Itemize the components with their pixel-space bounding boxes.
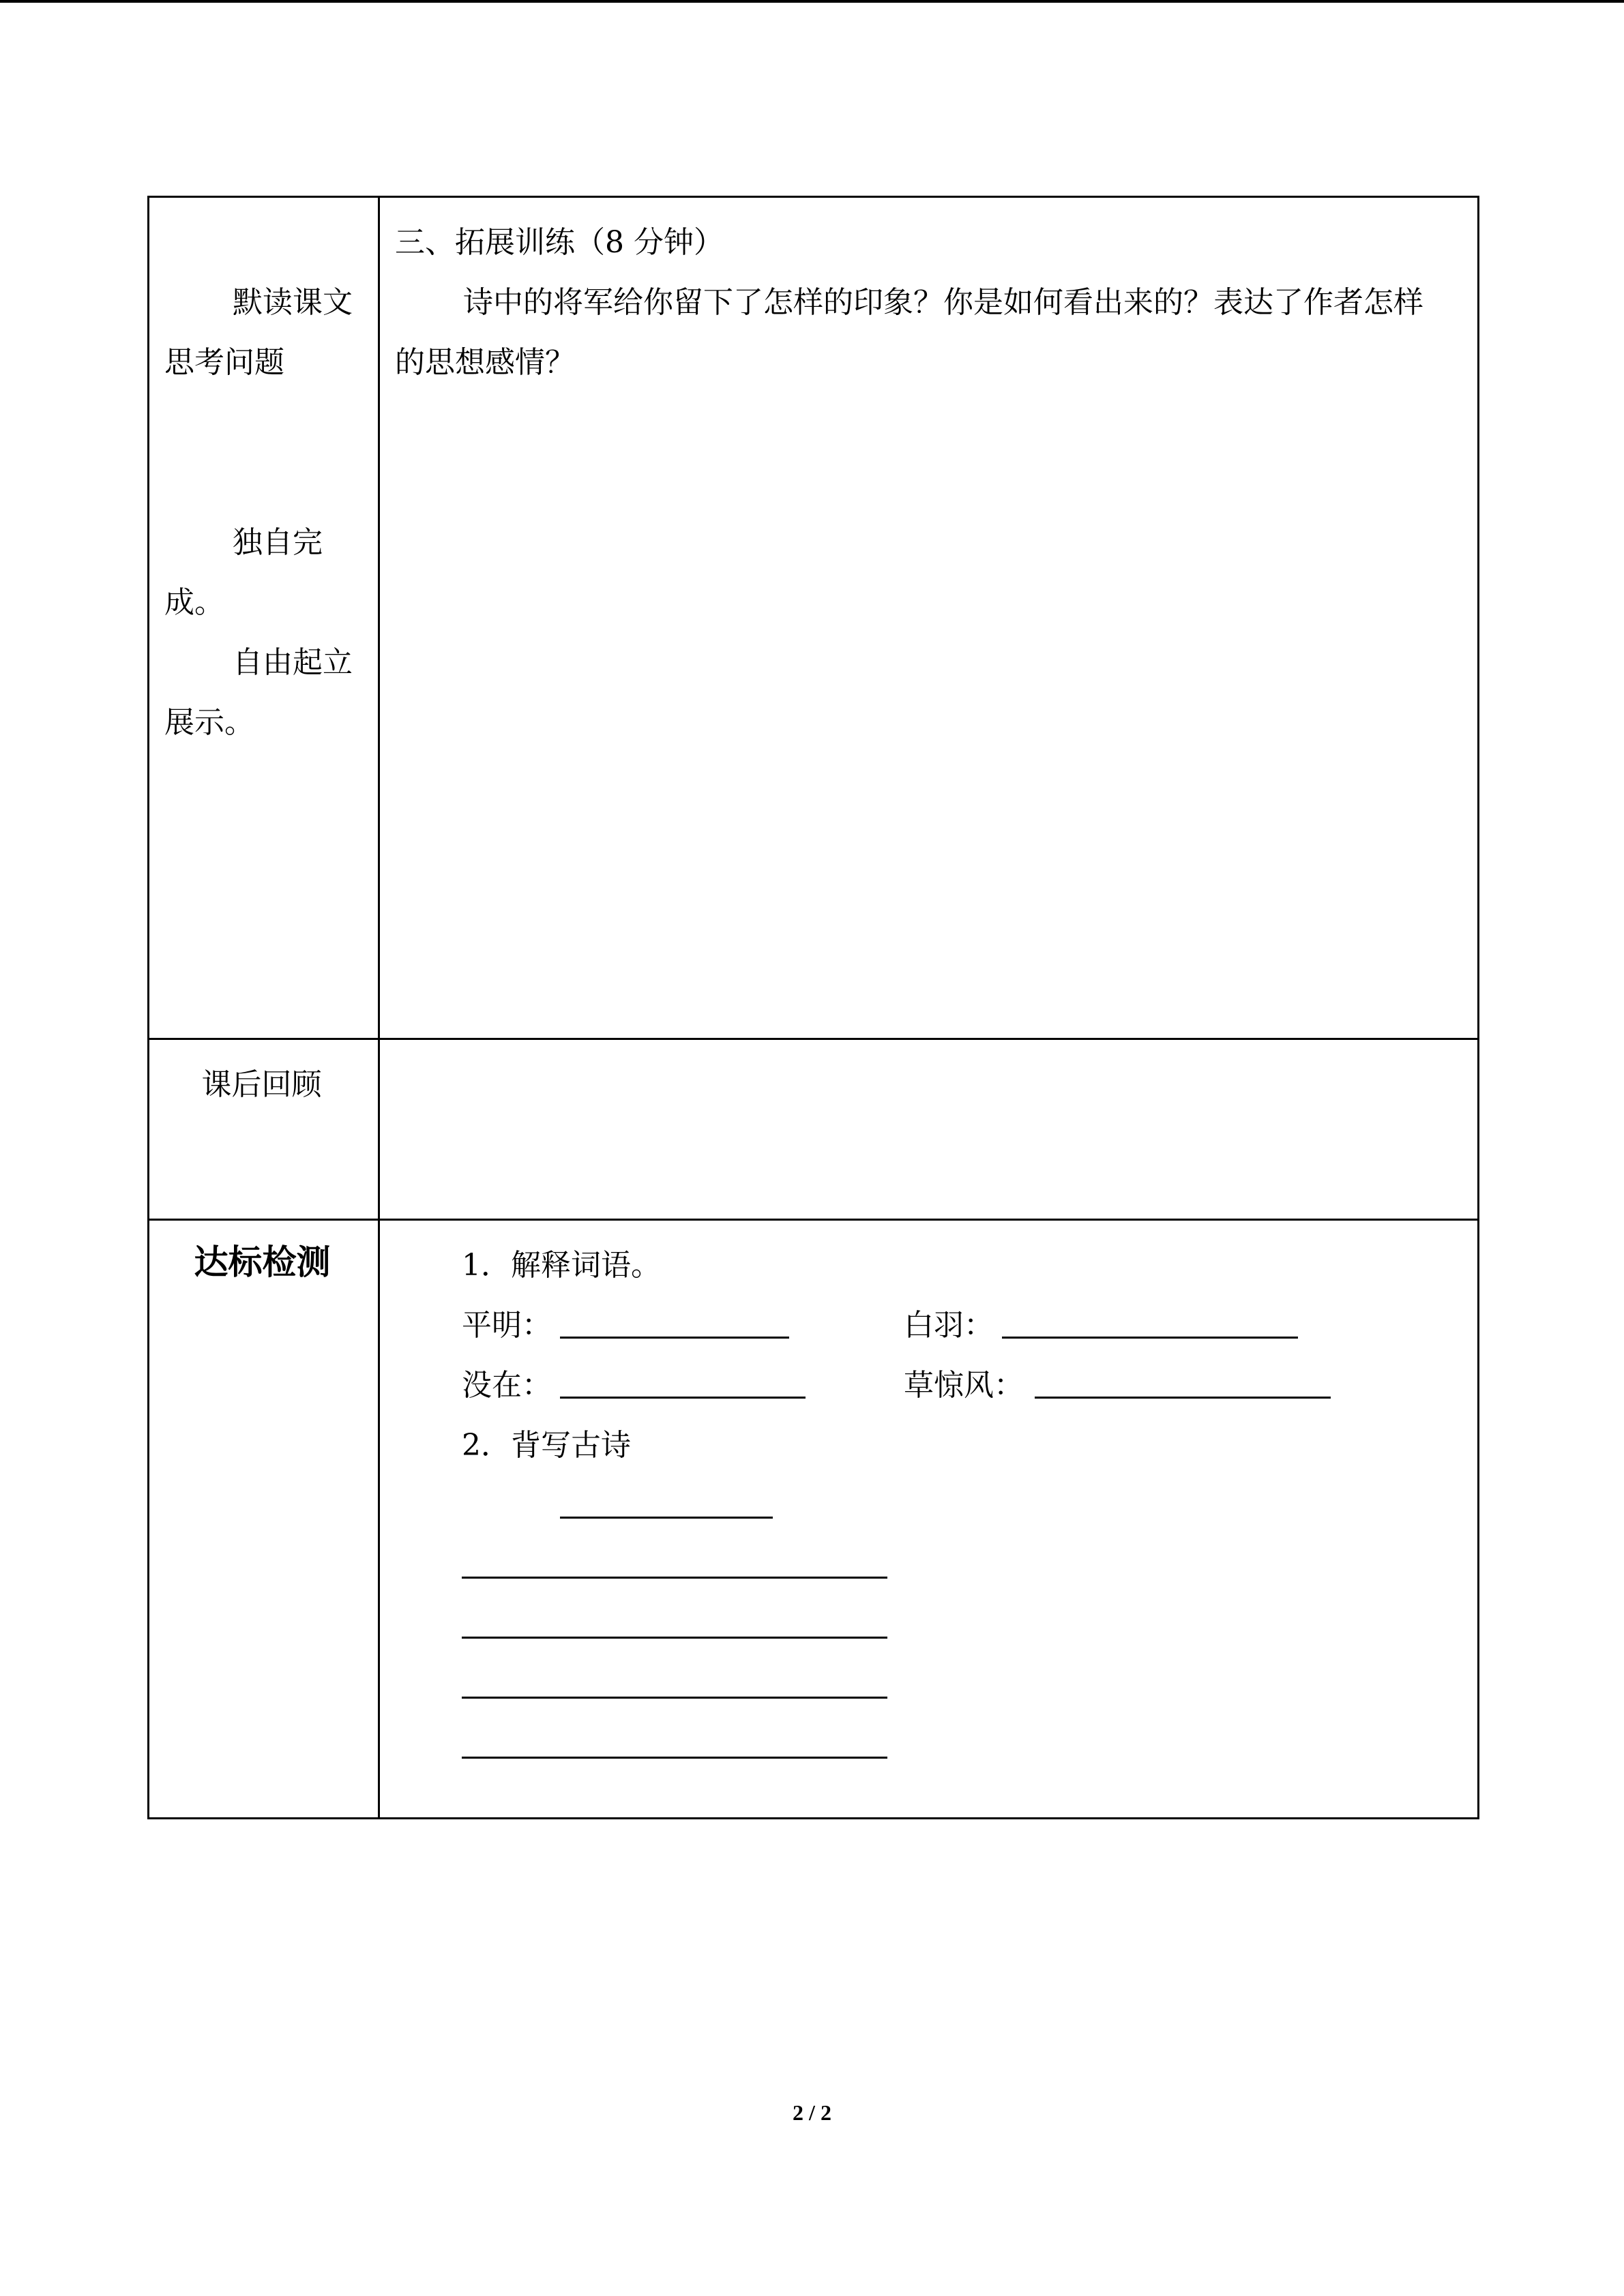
lesson-table [147, 196, 1479, 1819]
poem-line [462, 1656, 1477, 1716]
answer-blank[interactable] [560, 1397, 806, 1399]
term-label: 草惊风： [904, 1368, 1024, 1403]
notes-cell [149, 197, 379, 1039]
poem-title-line [462, 1476, 1477, 1536]
poem-line [462, 1536, 1477, 1596]
term-row-1 [462, 1296, 1477, 1356]
table-row-extension [149, 197, 1479, 1039]
table-row-assessment [149, 1220, 1479, 1819]
question-prompt: 诗中的将军给你留下了怎样的印象？你是如何看出来的？表达了作者怎样的思想感情？ [395, 285, 1423, 380]
assessment-label-cell [149, 1220, 379, 1819]
answer-blank[interactable] [1035, 1397, 1331, 1399]
top-rule [0, 0, 1624, 3]
term-label: 白羽： [904, 1308, 994, 1343]
poem-title-blank[interactable] [560, 1517, 773, 1519]
q1-title: 1．解释词语。 [462, 1248, 661, 1283]
assessment-title: 达标检测 [194, 1242, 331, 1282]
review-label-cell [149, 1039, 379, 1220]
poem-line-blank[interactable] [462, 1757, 887, 1759]
note-complete-alone: 独自完成。 [164, 525, 323, 620]
term-row-2 [462, 1356, 1477, 1416]
review-answer-cell[interactable] [379, 1039, 1479, 1220]
note-stand-and-present: 自由起立展示。 [164, 645, 353, 740]
poem-line [462, 1596, 1477, 1656]
section-heading: 三、拓展训练（8 分钟） [395, 225, 724, 260]
task-cell [379, 197, 1479, 1039]
term-label: 没在： [462, 1368, 552, 1403]
poem-line [462, 1716, 1477, 1776]
table-row-review [149, 1039, 1479, 1220]
poem-line-blank[interactable] [462, 1697, 887, 1699]
assessment-body-cell [379, 1220, 1479, 1819]
answer-blank[interactable] [560, 1337, 789, 1339]
review-label: 课后回顾 [201, 1067, 322, 1102]
term-label: 平明： [462, 1308, 552, 1343]
page-number: 2 / 2 [793, 2100, 831, 2125]
poem-line-blank[interactable] [462, 1577, 887, 1579]
q2-title: 2．背写古诗 [462, 1428, 631, 1463]
note-read-silently: 默读课文思考问题 [164, 285, 353, 380]
answer-blank[interactable] [1002, 1337, 1298, 1339]
poem-line-blank[interactable] [462, 1637, 887, 1639]
